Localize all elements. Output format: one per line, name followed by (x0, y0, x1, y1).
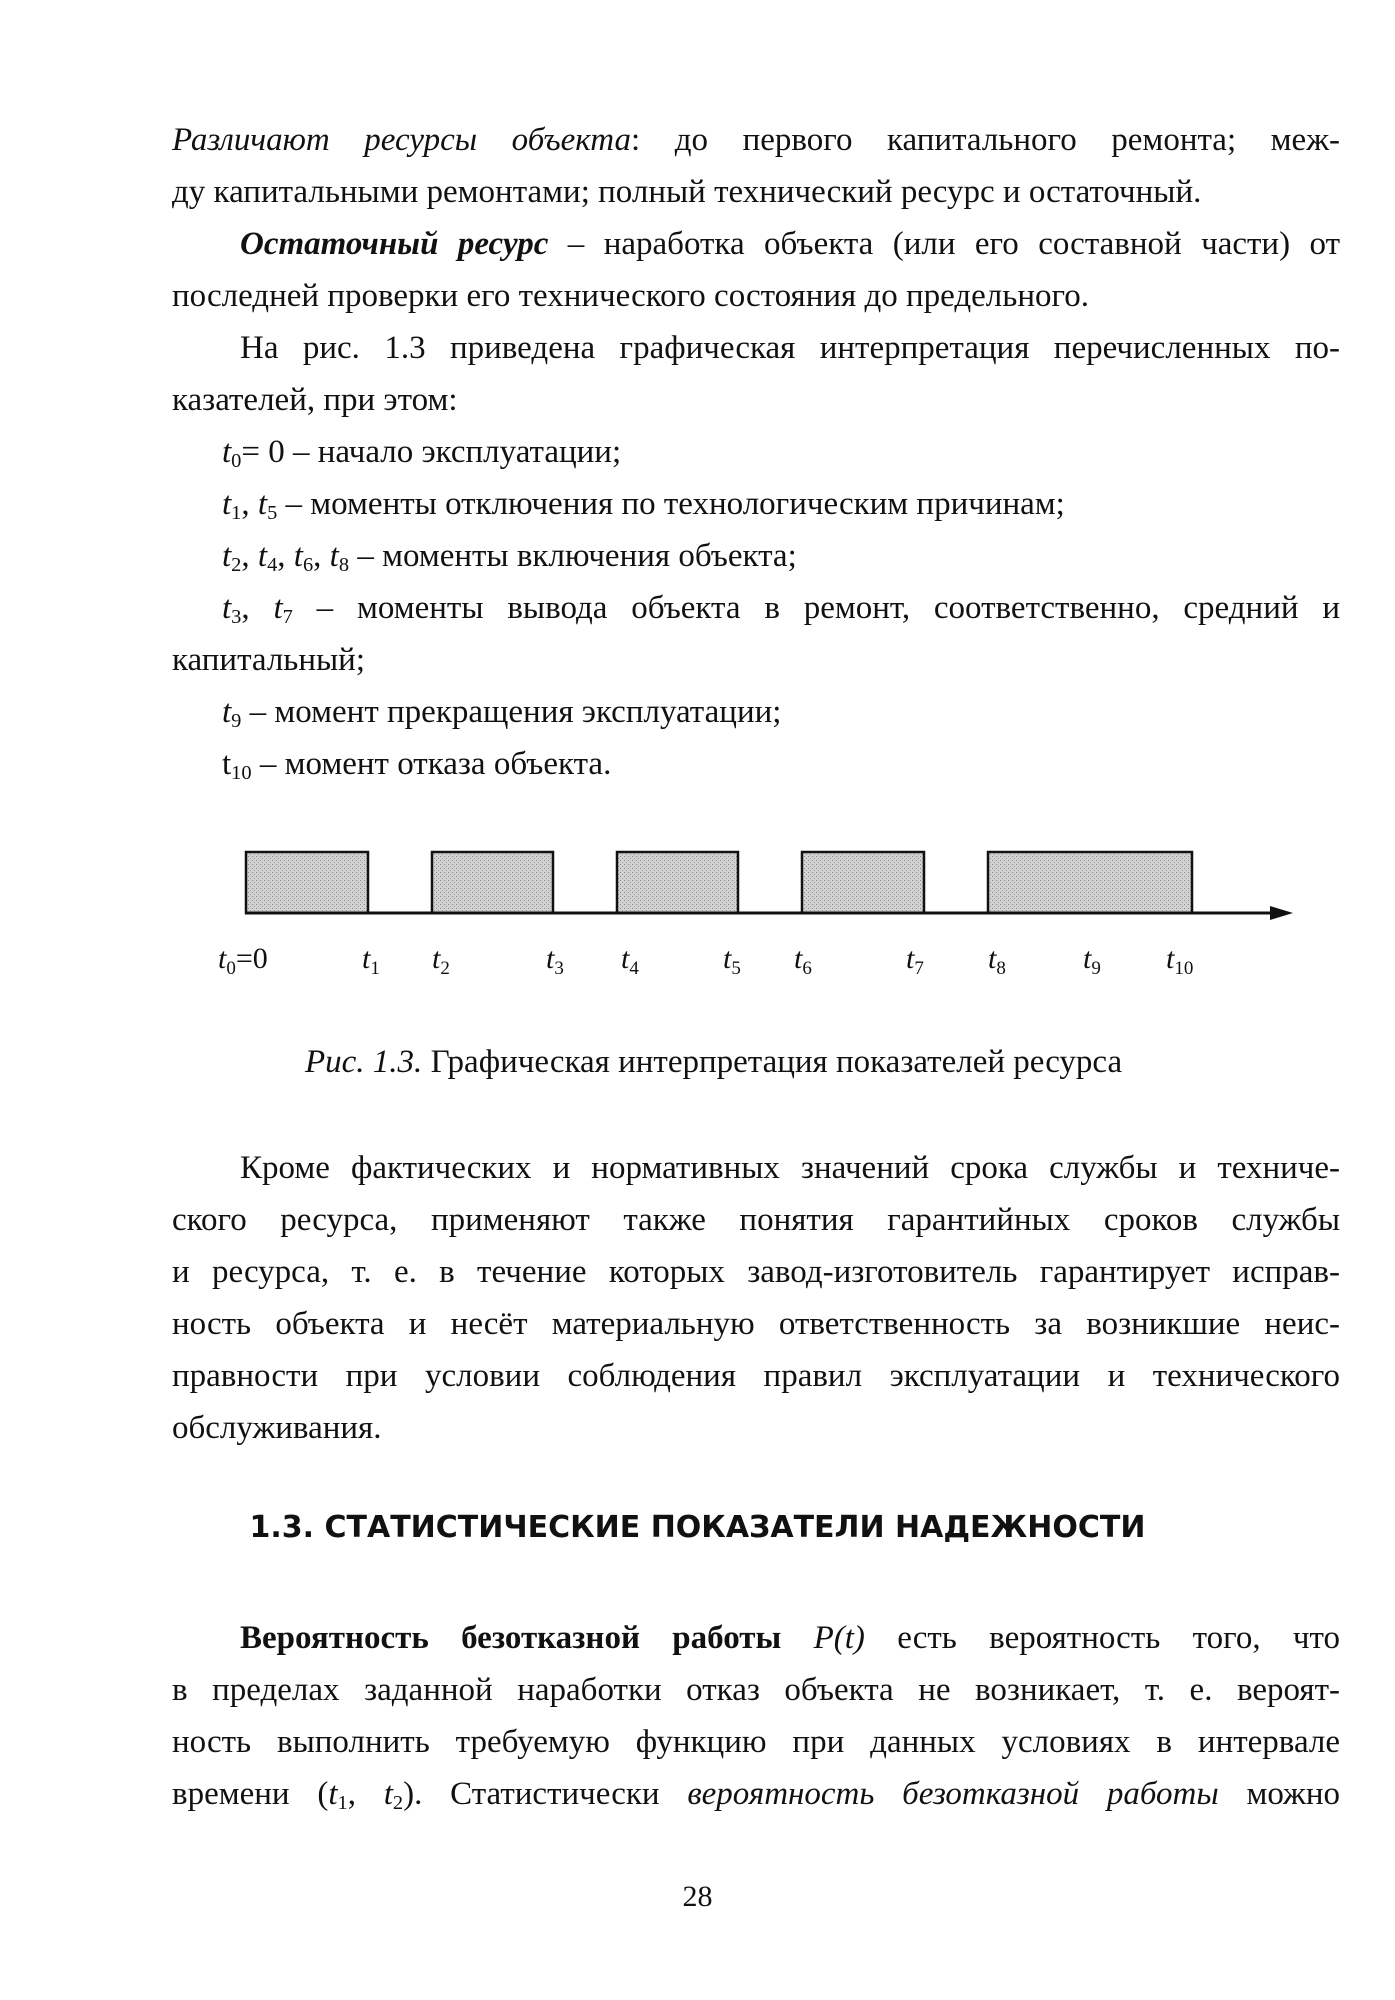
text-line: казателей, при этом: (172, 382, 458, 418)
def-t0: $t_0= 0$ – начало эксплуатации; (222, 434, 622, 473)
tick-label-t3: $t_3$ (546, 942, 564, 979)
tick-label-t10: $t_{10}$ (1166, 942, 1194, 979)
tick-label-t0: $t_0=0$ (218, 942, 268, 979)
text-line: ского ресурса, применяют также понятия гарантийных сроков службы (172, 1202, 1340, 1238)
tick-label-t8: $t_8$ (988, 942, 1006, 979)
bold-term: Вероятность безотказной работы (240, 1620, 782, 1656)
def-t9: $t_9$ – момент прекращения эксплуатации; (222, 694, 782, 733)
tick-label-t2: $t_2$ (432, 942, 450, 979)
text-line: ность объекта и несёт материальную ответственность за возникшие неис- (172, 1306, 1340, 1342)
operating-interval-bar (432, 852, 553, 913)
tick-label-t5: $t_5$ (723, 942, 741, 979)
text-line: и ресурса, т. е. в течение которых завод-изготовитель гарантирует исправ- (172, 1254, 1340, 1290)
text-line: Остаточный ресурс – наработка объекта (или его составной части) от (240, 226, 1340, 262)
tick-label-t9: $t_9$ (1083, 942, 1101, 979)
operating-interval-bar (802, 852, 924, 913)
figure-caption: Рис. 1.3. Графическая интерпретация показателей ресурса (305, 1044, 1123, 1080)
text-line: ность выполнить требуемую функцию при данных условиях в интервале (172, 1724, 1340, 1760)
text-line: Вероятность безотказной работы P(t) есть вероятность того, что (240, 1620, 1340, 1656)
section-heading: 1.3. СТАТИСТИЧЕСКИЕ ПОКАЗАТЕЛИ НАДЕЖНОСТИ (249, 1510, 1146, 1545)
text-line: ду капитальными ремонтами; полный технический ресурс и остаточный. (172, 174, 1202, 210)
text-line: обслуживания. (172, 1410, 382, 1446)
text-line: правности при условии соблюдения правил эксплуатации и технического (172, 1358, 1340, 1394)
bold-term: Остаточный ресурс (240, 226, 549, 262)
tick-label-t4: $t_4$ (621, 942, 639, 979)
tick-label-t7: $t_7$ (906, 942, 924, 979)
def-t3-t7: $t_3$, $t_7$ – моменты вывода объекта в ремонт, соответственно, средний и (222, 590, 1340, 629)
text-line: в пределах заданной наработки отказ объекта не возникает, т. е. вероят- (172, 1672, 1340, 1708)
operating-interval-bar (988, 852, 1192, 913)
text-line: капитальный; (172, 642, 366, 678)
text-line: Различают ресурсы объекта: до первого капитального ремонта; меж- (172, 122, 1340, 158)
operating-interval-bar (617, 852, 738, 913)
def-t2-t4-t6-t8: $t_2$, $t_4$, $t_6$, $t_8$ – моменты включения объекта; (222, 538, 797, 577)
text-line: Кроме фактических и нормативных значений срока службы и техниче- (240, 1150, 1340, 1186)
page-number: 28 (682, 1880, 713, 1913)
text-line: времени ($t_1$, $t_2$). Статистически вероятность безотказной работы можно (172, 1776, 1341, 1815)
def-t1-t5: $t_1$, $t_5$ – моменты отключения по технологическим причинам; (222, 486, 1065, 525)
italic-term: Различают ресурсы объекта (172, 122, 631, 158)
tick-label-t1: $t_1$ (362, 942, 380, 979)
operating-interval-bar (246, 852, 368, 913)
axis-arrow-icon (1270, 906, 1293, 920)
def-t10: $t_{10}$ – момент отказа объекта. (222, 746, 612, 785)
text-line: последней проверки его технического состояния до предельного. (172, 278, 1089, 314)
tick-label-t6: $t_6$ (794, 942, 812, 979)
text-line: На рис. 1.3 приведена графическая интерпретация перечисленных по- (240, 330, 1340, 366)
